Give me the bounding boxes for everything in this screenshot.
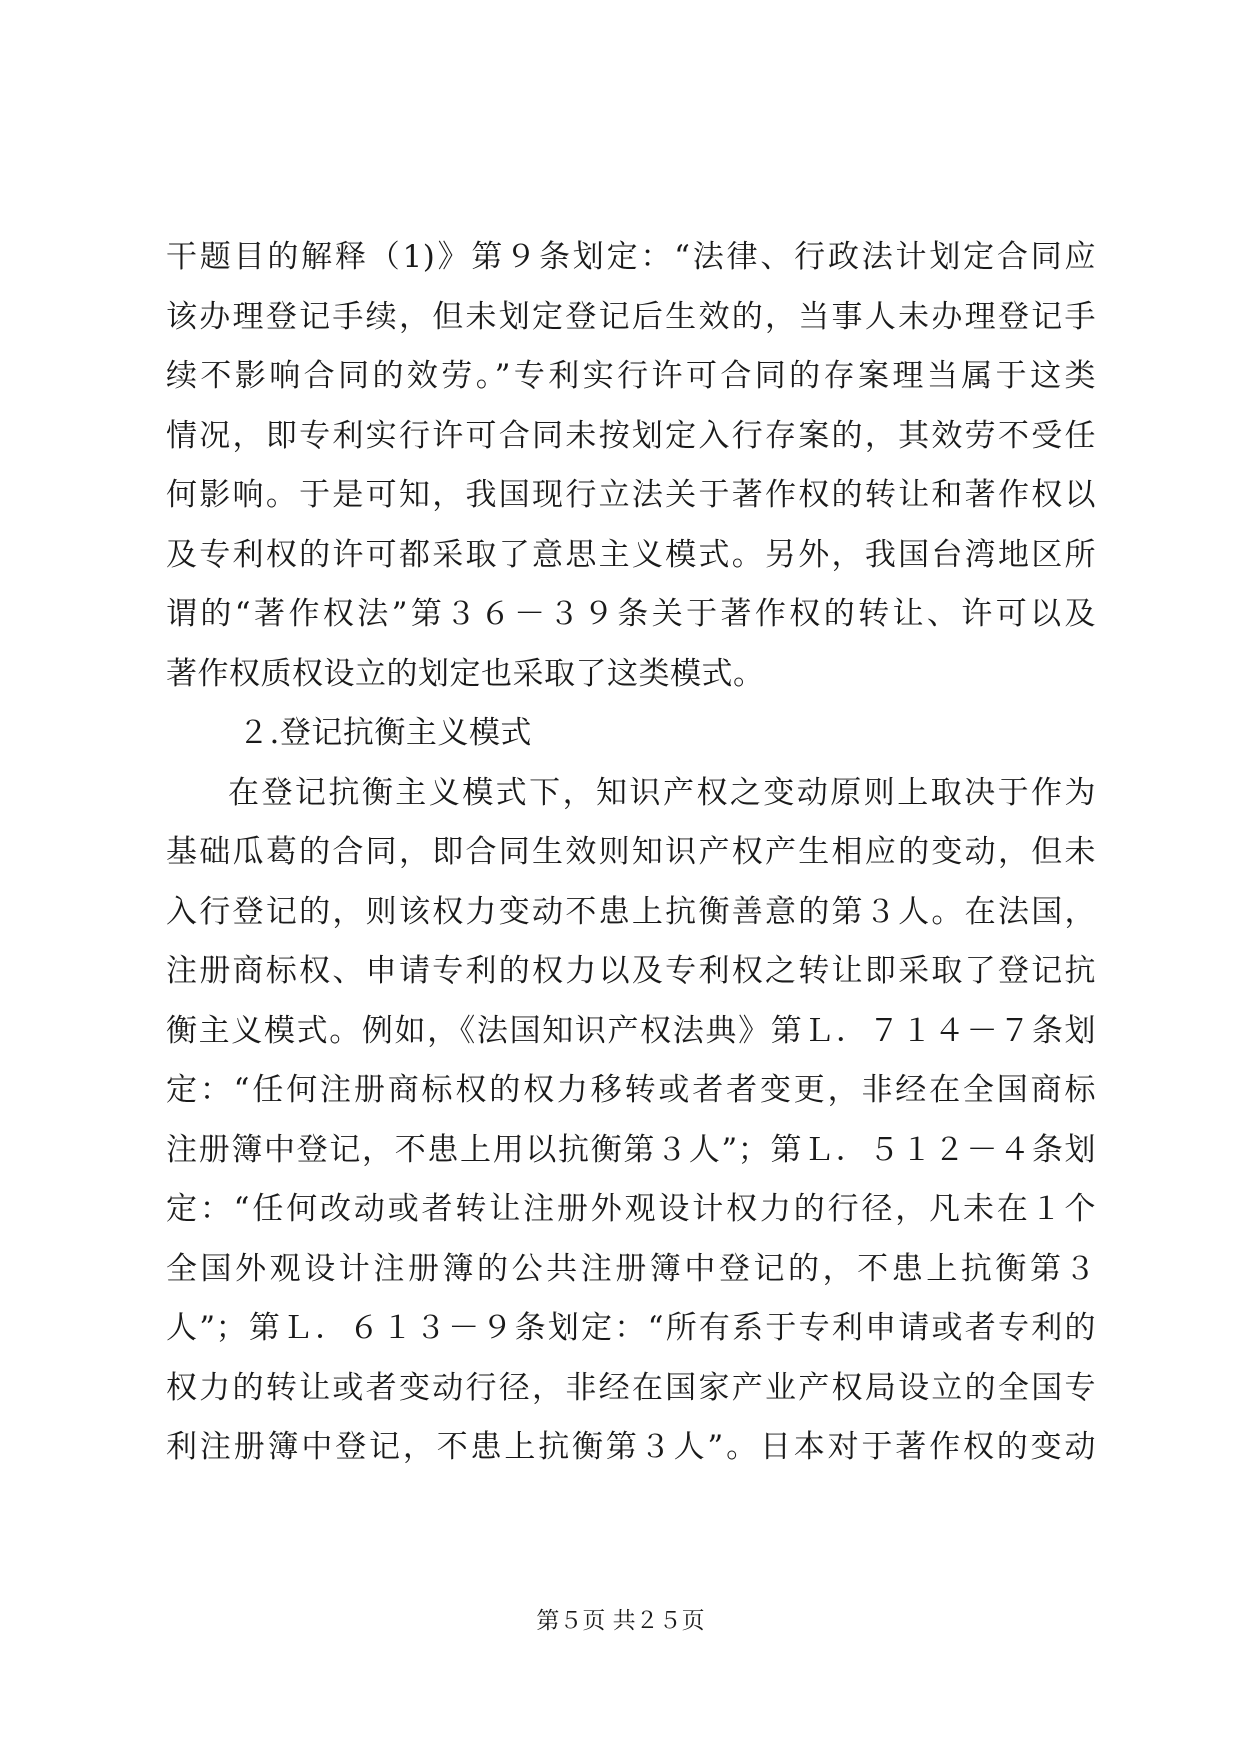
text-line: 注册簿中登记，不患上用以抗衡第３人”；第Ｌ．５１２－４条划 bbox=[166, 1131, 1096, 1168]
text-line: 全国外观设计注册簿的公共注册簿中登记的，不患上抗衡第３ bbox=[166, 1250, 1096, 1287]
text-line: 在登记抗衡主义模式下，知识产权之变动原则上取决于作为 bbox=[228, 774, 1096, 811]
text-line: 何影响。于是可知，我国现行立法关于著作权的转让和著作权以 bbox=[166, 477, 1096, 513]
body-text bbox=[166, 228, 1096, 1478]
section-heading: ２.登记抗衡主义模式 bbox=[238, 715, 532, 751]
text-line: 著作权质权设立的划定也采取了这类模式。 bbox=[166, 655, 765, 692]
text-line: 入行登记的，则该权力变动不患上抗衡善意的第３人。在法国， bbox=[166, 893, 1096, 930]
text-line: 人”；第Ｌ．６１３－９条划定：“所有系于专利申请或者专利的 bbox=[166, 1310, 1096, 1346]
text-line: 该办理登记手续，但未划定登记后生效的，当事人未办理登记手 bbox=[166, 298, 1096, 335]
text-line: 利注册簿中登记，不患上抗衡第３人”。日本对于著作权的变动 bbox=[166, 1429, 1096, 1465]
text-line: 权力的转让或者变动行径，非经在国家产业产权局设立的全国专 bbox=[166, 1369, 1096, 1406]
text-line: 续不影响合同的效劳。”专利实行许可合同的存案理当属于这类 bbox=[166, 358, 1096, 394]
text-line: 注册商标权、申请专利的权力以及专利权之转让即采取了登记抗 bbox=[166, 953, 1096, 989]
text-line: 干题目的解释（1)》第９条划定：“法律、行政法计划定合同应 bbox=[166, 239, 1096, 275]
text-line: 定：“任何注册商标权的权力移转或者者变更，非经在全国商标 bbox=[166, 1072, 1096, 1108]
text-line: 情况，即专利实行许可合同未按划定入行存案的，其效劳不受任 bbox=[166, 417, 1096, 454]
text-line: 衡主义模式。例如，《法国知识产权法典》第Ｌ．７１４－７条划 bbox=[166, 1012, 1096, 1049]
text-line: 基础瓜葛的合同，即合同生效则知识产权产生相应的变动，但未 bbox=[166, 834, 1096, 870]
text-line: 及专利权的许可都采取了意思主义模式。另外，我国台湾地区所 bbox=[166, 536, 1096, 573]
text-line: 谓的“著作权法”第３６－３９条关于著作权的转让、许可以及 bbox=[166, 596, 1096, 632]
text-line: 定：“任何改动或者转让注册外观设计权力的行径，凡未在１个 bbox=[166, 1191, 1096, 1227]
page-number-footer: 第５页 共２５页 bbox=[536, 1608, 705, 1634]
